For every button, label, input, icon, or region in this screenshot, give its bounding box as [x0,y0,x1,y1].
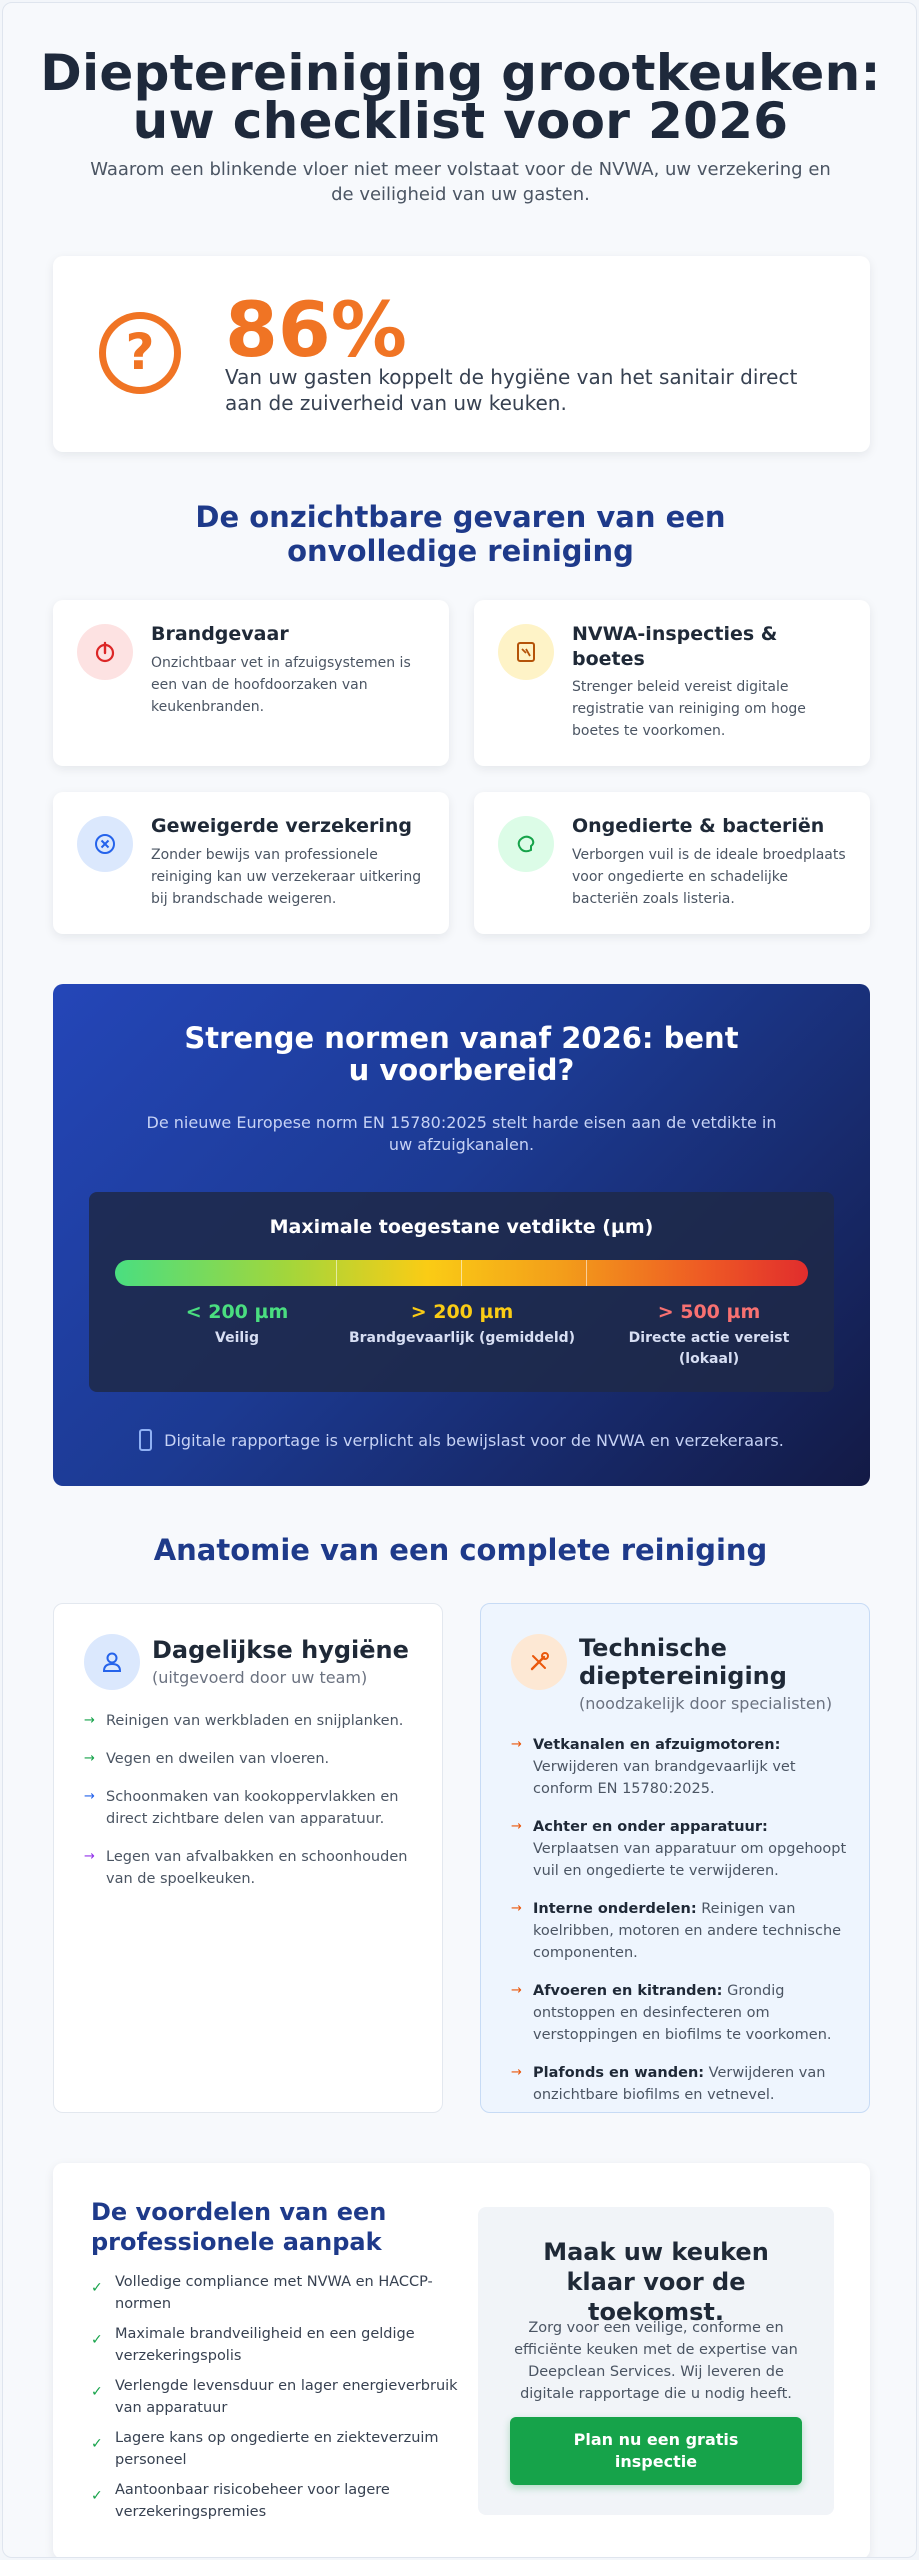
norms-title: Strenge normen vanaf 2026: bent u voorbereid? [184,1021,739,1087]
page-title-line-2: uw checklist voor 2026 [132,92,789,150]
page-title [3,44,917,150]
list-item-text: Aantoonbaar risicobeheer voor lagere verzekeringspremies [115,2482,390,2520]
list-item: → Afvoeren en kitranden: Grondig ontstoppen en desinfecteren om verstoppingen en biofilms te voorkomen. [511,1983,832,2043]
list-item: → Schoonmaken van kookoppervlakken en direct zichtbare delen van apparatuur. [84,1789,399,1827]
meter-title: Maximale toegestane vetdikte (µm) [269,1216,654,1238]
list-item-text: Verplaatsen van apparatuur om opgehoopt vuil en ongedierte te verwijderen. [533,1841,847,1879]
grease-thickness-meter [89,1192,834,1392]
list-item: → Legen van afvalbakken en schoonhouden van de spoelkeuken. [84,1849,408,1887]
daily-title: Dagelijkse hygiëne [152,1636,409,1664]
list-item-text: Volledige compliance met NVWA en HACCP-normen [115,2274,433,2312]
danger-title: Geweigerde verzekering [151,815,412,837]
reporting-note [53,1429,870,1453]
cta-title: Maak uw keuken klaar voor de toekomst. [543,2238,769,2326]
check-icon: ✓ [91,2384,103,2400]
list-item-text: Reinigen van koelribben, motoren en andere technische componenten. [533,1901,842,1961]
danger-text: Strenger beleid vereist digitale registratie van reiniging om hoge boetes te voorkomen. [572,679,806,739]
benefits-list [91,2271,471,2523]
anatomy-section-title: Anatomie van een complete reiniging [153,1533,768,1567]
list-item: → Achter en onder apparatuur: Verplaatsen van apparatuur om opgehoopt vuil en ongedierte te verwijderen. [511,1819,847,1879]
daily-task-list [84,1710,424,1890]
user-icon [84,1634,140,1690]
list-item-text: Verlengde levensduur en lager energieverbruik van apparatuur [115,2378,458,2416]
list-item-heading: Afvoeren en kitranden: [533,1983,723,1999]
list-item [91,2427,471,2471]
danger-text: Zonder bewijs van professionele reiniging kan uw verzekeraar uitkering bij brandschade weigeren. [151,847,422,907]
stat-card [53,256,870,452]
list-item [91,2271,471,2315]
zone-value: > 500 µm [657,1301,761,1323]
list-item-text: Reinigen van werkbladen en snijplanken. [106,1713,404,1729]
daily-hygiene-card [53,1603,443,2113]
zone-label: Brandgevaarlijk (gemiddeld) [348,1330,576,1346]
bacteria-icon [498,816,554,872]
page [2,2,917,2558]
technical-cleaning-card [480,1603,870,2113]
danger-card-fire [53,600,449,766]
danger-title: Ongedierte & bacteriën [572,815,825,837]
stat-text: Van uw gasten koppelt de hygiëne van het sanitair direct aan de zuiverheid van uw keuken. [225,365,798,415]
list-item-text: Maximale brandveiligheid en een geldige verzekeringspolis [115,2326,415,2364]
list-item [91,2479,471,2523]
benefits-card [53,2163,870,2558]
danger-card-insurance [53,792,449,934]
list-item [91,2375,471,2419]
norms-subtitle: De nieuwe Europese norm EN 15780:2025 stelt harde eisen aan de vetdikte in uw afzuigkanalen. [146,1113,777,1154]
meter-tick [461,1260,462,1286]
danger-text: Verborgen vuil is de ideale broedplaats voor ongedierte en schadelijke bacteriën zoals listeria. [572,847,846,907]
zone-value: > 200 µm [410,1301,514,1323]
danger-text: Onzichtbaar vet in afzuigsystemen is een van de hoofdoorzaken van keukenbranden. [151,655,411,715]
daily-subtitle: (uitgevoerd door uw team) [152,1668,368,1687]
list-item: → Reinigen van werkbladen en snijplanken. [84,1713,404,1729]
list-item-text: Grondig ontstoppen en desinfecteren om verstoppingen en biofilms te voorkomen. [533,1983,832,2043]
danger-card-pests [474,792,870,934]
norms-panel [53,984,870,1486]
list-item-text: Verwijderen van onzichtbare biofilms en vetnevel. [533,2065,826,2103]
reporting-text: Digitale rapportage is verplicht als bewijslast voor de NVWA en verzekeraars. [164,1431,784,1450]
list-item-text: Lagere kans op ongedierte en ziekteverzuim personeel [115,2430,439,2468]
question-circle-icon: ? [99,312,181,394]
meter-tick [336,1260,337,1286]
meter-gradient-bar [115,1260,808,1286]
dangers-section-title: De onzichtbare gevaren van een onvolledige reiniging [195,500,726,568]
cta-box [478,2207,834,2515]
benefits-title: De voordelen van een professionele aanpak [91,2198,387,2256]
cross-circle-icon [77,816,133,872]
meter-tick [586,1260,587,1286]
technical-subtitle: (noodzakelijk door specialisten) [579,1694,833,1713]
technical-task-list [511,1734,851,2106]
list-item-text: Vegen en dweilen van vloeren. [106,1751,330,1767]
list-item-heading: Vetkanalen en afzuigmotoren: [533,1737,781,1753]
list-item-heading: Achter en onder apparatuur: [533,1819,768,1835]
zone-immediate-action [609,1300,809,1370]
check-icon: ✓ [91,2280,103,2296]
danger-title: Brandgevaar [151,623,289,645]
danger-card-nvwa [474,600,870,766]
tools-icon [511,1634,567,1690]
list-item-text: Schoonmaken van kookoppervlakken en direct zichtbare delen van apparatuur. [106,1789,399,1827]
list-item-text: Verwijderen van brandgevaarlijk vet conform EN 15780:2025. [533,1759,796,1797]
zone-value: < 200 µm [185,1301,289,1323]
danger-title: NVWA-inspecties & boetes [572,623,778,670]
zone-label: Directe actie vereist (lokaal) [628,1330,790,1367]
hero-section [3,44,917,207]
zone-label: Veilig [215,1330,259,1346]
cta-text: Zorg voor een veilige, conforme en efficiënte keuken met de expertise van Deepclean Services. Wij leveren de digitale rapportage die u nodig heeft. [514,2320,798,2402]
page-subtitle: Waarom een blinkende vloer niet meer volstaat voor de NVWA, uw verzekering en de veiligheid van uw gasten. [90,159,831,205]
list-item-heading: Interne onderdelen: [533,1901,697,1917]
list-item-heading: Plafonds en wanden: [533,2065,705,2081]
plan-inspection-button[interactable]: Plan nu een gratis inspectie [510,2417,802,2485]
list-item [91,2323,471,2367]
zone-fire-hazard [337,1300,587,1349]
technical-title: Technische dieptereiniging [579,1634,787,1690]
clipboard-icon [498,624,554,680]
list-item: → Vegen en dweilen van vloeren. [84,1751,330,1767]
check-icon: ✓ [91,2488,103,2504]
check-icon: ✓ [91,2436,103,2452]
stat-value: 86% [225,285,407,374]
page-title-line-1: Dieptereiniging grootkeuken: [40,44,881,102]
fire-icon [77,624,133,680]
list-item-text: Legen van afvalbakken en schoonhouden van de spoelkeuken. [106,1849,408,1887]
list-item: → Plafonds en wanden: Verwijderen van onzichtbare biofilms en vetnevel. [511,2065,826,2103]
list-item: → Vetkanalen en afzuigmotoren: Verwijderen van brandgevaarlijk vet conform EN 15780:2025. [511,1737,796,1797]
zone-safe [137,1300,337,1349]
smartphone-icon [139,1429,152,1451]
list-item: → Interne onderdelen: Reinigen van koelribben, motoren en andere technische componenten. [511,1901,842,1961]
check-icon: ✓ [91,2332,103,2348]
